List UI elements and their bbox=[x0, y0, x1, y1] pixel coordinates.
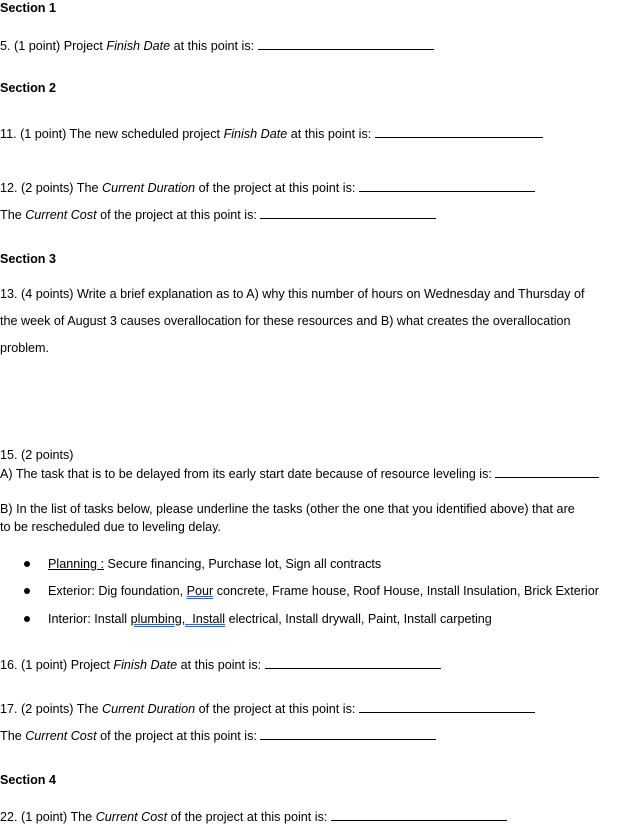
answer-blank-q17-cost[interactable] bbox=[260, 727, 436, 740]
question-12 bbox=[0, 179, 535, 196]
bullet-dot-planning bbox=[24, 561, 30, 567]
question-17-cost-prefix: The bbox=[0, 729, 26, 743]
task-list-planning[interactable] bbox=[48, 556, 381, 572]
question-22-term: Current Cost bbox=[95, 810, 168, 824]
exterior-pour-word: Pour bbox=[186, 584, 214, 598]
answer-blank-q17-duration[interactable] bbox=[359, 700, 535, 713]
interior-tasks-end: electrical, Install drywall, Paint, Install carpeting bbox=[225, 612, 492, 626]
section-2-heading: Section 2 bbox=[0, 81, 56, 95]
question-16-prefix: 16. (1 point) Project bbox=[0, 658, 114, 672]
answer-blank-q11[interactable] bbox=[375, 125, 543, 138]
question-16 bbox=[0, 656, 441, 673]
question-11-term: Finish Date bbox=[223, 127, 288, 141]
question-5-term: Finish Date bbox=[106, 39, 171, 53]
section-4-heading: Section 4 bbox=[0, 773, 56, 787]
planning-tasks: Secure financing, Purchase lot, Sign all contracts bbox=[104, 557, 382, 571]
answer-blank-q12-duration[interactable] bbox=[359, 179, 535, 192]
answer-blank-q15a[interactable] bbox=[495, 465, 599, 478]
question-12-cost bbox=[0, 206, 436, 223]
question-15b-line-1: B) In the list of tasks below, please underline the tasks (other the one that you identified above) that are bbox=[0, 502, 575, 516]
exterior-tasks-end: concrete, Frame house, Roof House, Install Insulation, Brick Exterior bbox=[213, 584, 599, 598]
interior-tasks-start: Interior: Install bbox=[48, 612, 131, 626]
question-12-cost-term: Current Cost bbox=[25, 208, 97, 222]
question-15a-text: A) The task that is to be delayed from its early start date because of resource leveling is: bbox=[0, 467, 496, 481]
section-1-heading: Section 1 bbox=[0, 1, 56, 15]
interior-install-word: Install bbox=[192, 612, 226, 626]
answer-blank-q16[interactable] bbox=[265, 656, 441, 669]
question-15b-line-2: to be rescheduled due to leveling delay. bbox=[0, 520, 222, 534]
question-13-line-2: the week of August 3 causes overallocation for these resources and B) what creates the overallocation bbox=[0, 314, 571, 328]
question-5 bbox=[0, 37, 434, 54]
question-12-term: Current Duration bbox=[101, 181, 196, 195]
task-list-exterior[interactable] bbox=[48, 583, 599, 599]
planning-label: Planning : bbox=[48, 557, 105, 571]
bullet-dot-exterior bbox=[24, 588, 30, 594]
question-17-term: Current Duration bbox=[101, 702, 196, 716]
question-17-cost-term: Current Cost bbox=[25, 729, 97, 743]
question-17-cost-suffix: of the project at this point is: bbox=[96, 729, 261, 743]
task-list-interior[interactable] bbox=[48, 611, 492, 627]
question-13-line-1: 13. (4 points) Write a brief explanation as to A) why this number of hours on Wednesday and Thursday of bbox=[0, 287, 585, 301]
question-17-cost bbox=[0, 727, 436, 744]
answer-blank-q22[interactable] bbox=[331, 808, 507, 821]
question-15-title: 15. (2 points) bbox=[0, 448, 74, 462]
question-16-term: Finish Date bbox=[113, 658, 178, 672]
question-22-prefix: 22. (1 point) The bbox=[0, 810, 96, 824]
question-12-cost-prefix: The bbox=[0, 208, 26, 222]
answer-blank-q12-cost[interactable] bbox=[260, 206, 436, 219]
question-12-cost-suffix: of the project at this point is: bbox=[96, 208, 261, 222]
question-5-prefix: 5. (1 point) Project bbox=[0, 39, 107, 53]
interior-plumbing-word: plumbing, bbox=[130, 612, 186, 626]
question-17-prefix: 17. (2 points) The bbox=[0, 702, 102, 716]
interior-underlined-span bbox=[131, 612, 226, 626]
exterior-tasks-start: Exterior: Dig foundation, bbox=[48, 584, 187, 598]
question-22-suffix: of the project at this point is: bbox=[167, 810, 331, 824]
question-16-suffix: at this point is: bbox=[177, 658, 265, 672]
question-13-line-3: problem. bbox=[0, 341, 49, 355]
question-22 bbox=[0, 808, 507, 825]
question-5-suffix: at this point is: bbox=[170, 39, 258, 53]
answer-blank-q5[interactable] bbox=[258, 37, 434, 50]
question-17-suffix: of the project at this point is: bbox=[195, 702, 359, 716]
question-11-prefix: 11. (1 point) The new scheduled project bbox=[0, 127, 224, 141]
question-11-suffix: at this point is: bbox=[287, 127, 375, 141]
question-12-prefix: 12. (2 points) The bbox=[0, 181, 102, 195]
question-11 bbox=[0, 125, 543, 142]
section-3-heading: Section 3 bbox=[0, 252, 56, 266]
question-15a bbox=[0, 465, 599, 482]
question-17 bbox=[0, 700, 535, 717]
bullet-dot-interior bbox=[24, 616, 30, 622]
question-12-suffix: of the project at this point is: bbox=[195, 181, 359, 195]
